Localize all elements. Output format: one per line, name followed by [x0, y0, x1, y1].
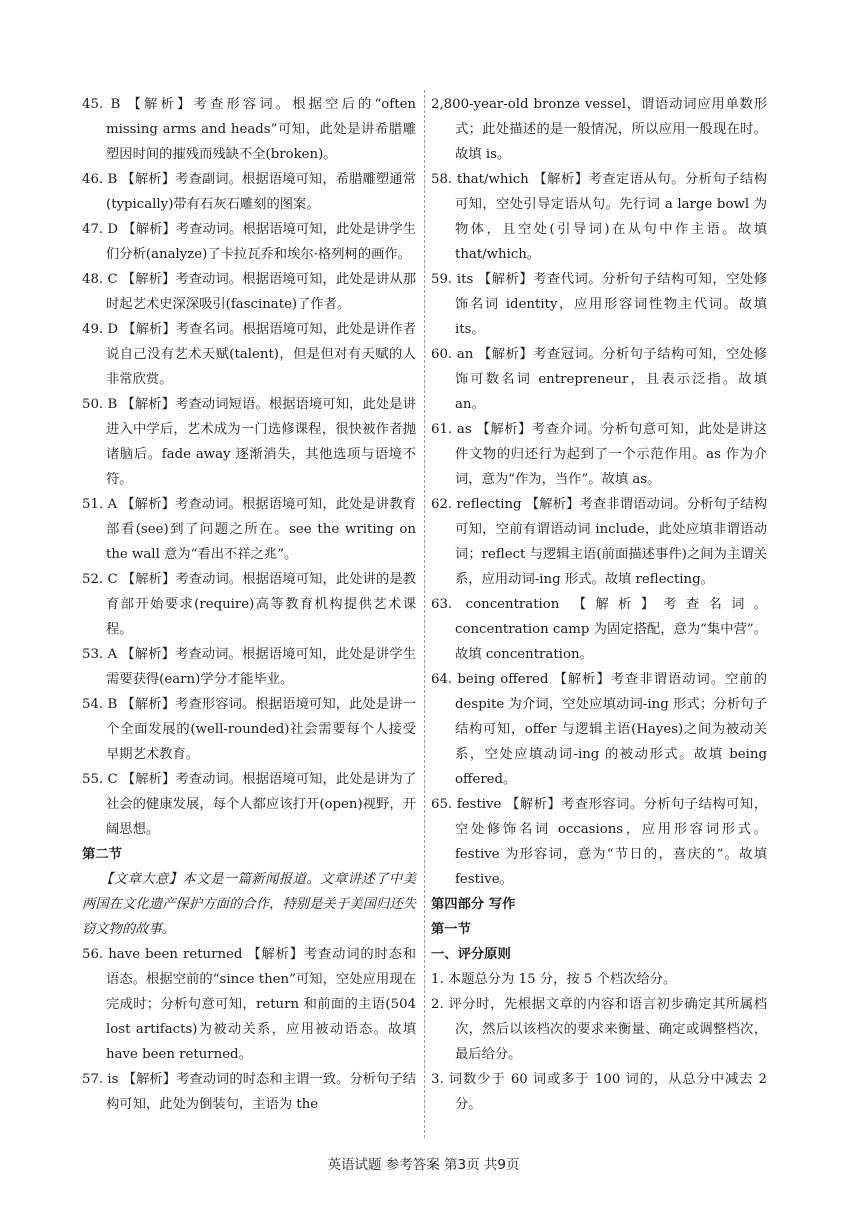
- answer-item: 48. C 【解析】考查动词。根据语境可知，此处是讲从那时起艺术史深深吸引(fascinate)了作者。: [82, 272, 416, 312]
- section-heading: 一、评分原则: [431, 947, 511, 962]
- answer-item: 51. A 【解析】考查动词。根据语境可知，此处是讲教育部看(see)到了问题之所在。see the writing on the wall 意为“看出不祥之兆”。: [82, 497, 416, 562]
- answer-item: 64. being offered 【解析】考查非谓语动词。空前的 despite 为介词，空处应填动词-ing 形式；分析句子结构可知，offer 与逻辑主语(Hayes)之间为被动关系，空处应填动词-ing 的被动形式。故填 being offered。: [431, 672, 767, 787]
- section-heading: 第二节: [82, 847, 122, 862]
- answer-item: 59. its 【解析】考查代词。分析句子结构可知，空处修饰名词 identity，应用形容词性物主代词。故填 its。: [431, 272, 767, 337]
- answer-item: 57. is 【解析】考查动词的时态和主谓一致。分析句子结构可知，此处为倒装句，主语为 the: [82, 1072, 416, 1112]
- right-column: [431, 92, 767, 1117]
- answer-item: 49. D 【解析】考查名词。根据语境可知，此处是讲作者说自己没有艺术天赋(talent)，但是但对有天赋的人非常欣赏。: [82, 322, 416, 387]
- answer-item: 56. have been returned 【解析】考查动词的时态和语态。根据空前的“since then”可知，空处应用现在完成时；分析句意可知，return 和前面的主语(504 lost artifacts)为被动关系，应用被动语态。故填 have been returned。: [82, 947, 416, 1062]
- section-heading: 第一节: [431, 922, 471, 937]
- answer-item: 2. 评分时，先根据文章的内容和语言初步确定其所属档次，然后以该档次的要求来衡量、确定或调整档次，最后给分。: [431, 997, 767, 1062]
- answer-item: 63. concentration 【解析】考查名词。concentration camp 为固定搭配，意为“集中营”。故填 concentration。: [431, 597, 767, 662]
- answer-item: 1. 本题总分为 15 分，按 5 个档次给分。: [431, 972, 677, 987]
- answer-item: 45. B 【解析】考查形容词。根据空后的“often missing arms and heads”可知，此处是讲希腊雕塑因时间的摧残而残缺不全(broken)。: [82, 97, 416, 162]
- answer-item: 2,800-year-old bronze vessel，谓语动词应用单数形式；此处描述的是一般情况，所以应用一般现在时。故填 is。: [431, 97, 767, 162]
- answer-item: 52. C 【解析】考查动词。根据语境可知，此处讲的是教育部开始要求(require)高等教育机构提供艺术课程。: [82, 572, 416, 637]
- answer-item: 50. B 【解析】考查动词短语。根据语境可知，此处是讲进入中学后，艺术成为一门选修课程，很快被作者抛诸脑后。fade away 逐渐消失，其他选项与语境不符。: [82, 397, 416, 487]
- answer-item: 58. that/which 【解析】考查定语从句。分析句子结构可知，空处引导定语从句。先行词 a large bowl 为物体，且空处(引导词)在从句中作主语。故填 that/which。: [431, 172, 767, 262]
- column-divider: [424, 90, 425, 1138]
- answer-item: 54. B 【解析】考查形容词。根据语境可知，此处是讲一个全面发展的(well-rounded)社会需要每个人接受早期艺术教育。: [82, 697, 416, 762]
- article-summary: 【文章大意】本文是一篇新闻报道。文章讲述了中美两国在文化遗产保护方面的合作，特别是关于美国归还失窃文物的故事。: [82, 872, 416, 937]
- section-heading: 第四部分 写作: [431, 897, 516, 912]
- left-column: [82, 92, 416, 1117]
- answer-item: 46. B 【解析】考查副词。根据语境可知，希腊雕塑通常(typically)带有石灰石雕刻的图案。: [82, 172, 416, 212]
- answer-item: 3. 词数少于 60 词或多于 100 词的，从总分中减去 2 分。: [431, 1072, 767, 1112]
- answer-item: 47. D 【解析】考查动词。根据语境可知，此处是讲学生们分析(analyze)了卡拉瓦乔和埃尔·格列柯的画作。: [82, 222, 416, 262]
- answer-item: 62. reflecting 【解析】考查非谓语动词。分析句子结构可知，空前有谓语动词 include，此处应填非谓语动词；reflect 与逻辑主语(前面描述事件)之间为主谓关系，应用动词-ing 形式。故填 reflecting。: [431, 497, 767, 587]
- page-footer: 英语试题 参考答案 第3页 共9页: [327, 1157, 520, 1173]
- answer-item: 65. festive 【解析】考查形容词。分析句子结构可知，空处修饰名词 occasions，应用形容词形式。festive 为形容词，意为“节日的，喜庆的”。故填 festive。: [431, 797, 767, 887]
- answer-item: 61. as 【解析】考查介词。分析句意可知，此处是讲这件文物的归还行为起到了一个示范作用。as 作为介词，意为“作为，当作”。故填 as。: [431, 422, 767, 487]
- answer-item: 60. an 【解析】考查冠词。分析句子结构可知，空处修饰可数名词 entrepreneur，且表示泛指。故填 an。: [431, 347, 767, 412]
- answer-item: 53. A 【解析】考查动词。根据语境可知，此处是讲学生需要获得(earn)学分才能毕业。: [82, 647, 416, 687]
- answer-item: 55. C 【解析】考查动词。根据语境可知，此处是讲为了社会的健康发展，每个人都应该打开(open)视野，开阔思想。: [82, 772, 416, 837]
